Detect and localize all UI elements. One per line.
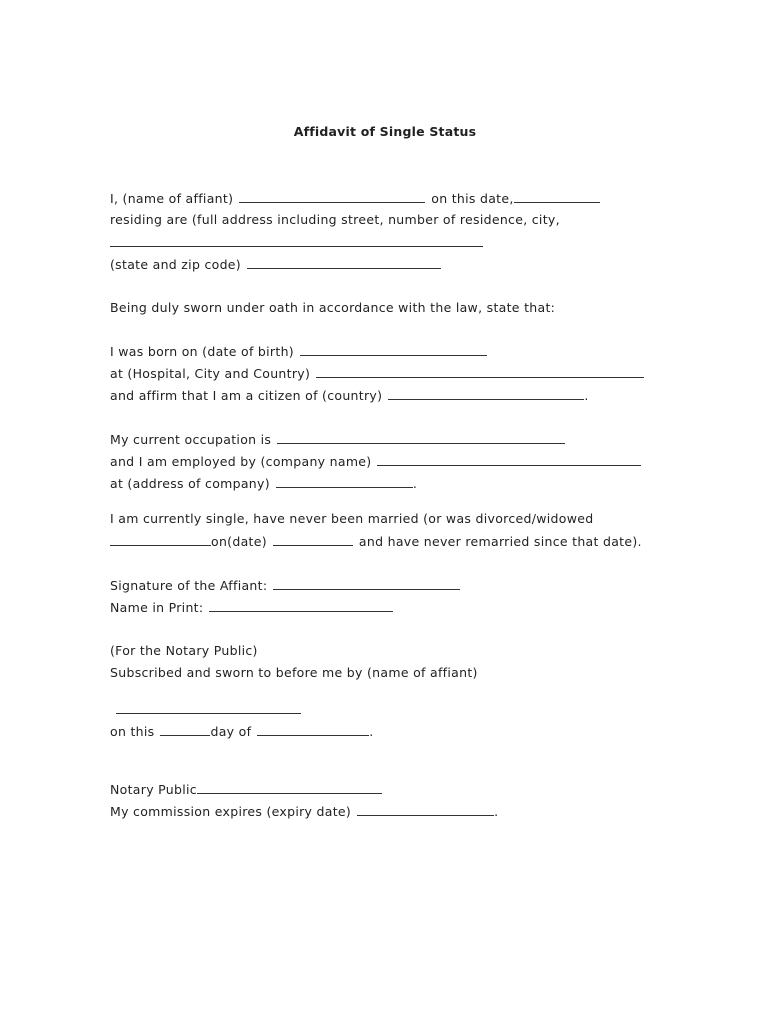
name-print-line	[110, 599, 393, 616]
signature-field[interactable]	[273, 577, 460, 590]
marital-line-2-end: and have never remarried since that date).	[358, 534, 642, 549]
dob-line	[110, 343, 487, 360]
marital-date-field[interactable]	[273, 533, 353, 546]
on-date-label: on(date)	[211, 534, 267, 549]
state-zip-line	[110, 256, 441, 273]
marital-line-2	[110, 533, 642, 550]
affiant-name-line	[110, 190, 600, 207]
company-address-field[interactable]	[276, 475, 413, 488]
signature-label: Signature of the Affiant:	[110, 578, 268, 593]
state-zip-field[interactable]	[247, 256, 441, 269]
subscribed-line: Subscribed and sworn to before me by (name of affiant)	[110, 665, 478, 680]
commission-field[interactable]	[357, 803, 494, 816]
month-year-field[interactable]	[257, 723, 369, 736]
employer-line	[110, 453, 641, 470]
birthplace-label: at (Hospital, City and Country)	[110, 366, 311, 381]
name-print-label: Name in Print:	[110, 600, 204, 615]
affiant-name-label: I, (name of affiant)	[110, 191, 234, 206]
address-blank-line	[110, 234, 483, 251]
day-of-label: day of	[210, 724, 252, 739]
day-of-period: .	[369, 724, 374, 739]
company-address-label: at (address of company)	[110, 476, 270, 491]
company-address-period: .	[412, 476, 418, 491]
oath-statement: Being duly sworn under oath in accordance with the law, state that:	[110, 300, 556, 315]
citizenship-label: and affirm that I am a citizen of (country)	[110, 388, 383, 403]
citizenship-field[interactable]	[388, 387, 584, 400]
notary-public-field[interactable]	[197, 781, 382, 794]
state-zip-label: (state and zip code)	[110, 257, 241, 272]
day-field[interactable]	[160, 723, 210, 736]
notary-affiant-name-field[interactable]	[116, 701, 301, 714]
company-address-line	[110, 475, 417, 492]
notary-affiant-name-line	[116, 701, 301, 718]
on-this-label: on this	[110, 724, 155, 739]
commission-period: .	[494, 804, 499, 819]
occupation-label: My current occupation is	[110, 432, 272, 447]
citizenship-period: .	[584, 388, 589, 403]
date-field[interactable]	[514, 190, 600, 203]
occupation-field[interactable]	[277, 431, 565, 444]
marital-status-field[interactable]	[110, 533, 211, 546]
marital-line-1: I am currently single, have never been married (or was divorced/widowed	[110, 511, 594, 526]
dob-label: I was born on (date of birth)	[110, 344, 294, 359]
citizenship-line	[110, 387, 589, 404]
address-field[interactable]	[110, 234, 483, 247]
on-this-line	[110, 723, 374, 740]
page-title: Affidavit of Single Status	[293, 124, 477, 139]
notary-public-line	[110, 781, 382, 798]
occupation-line	[110, 431, 565, 448]
employer-field[interactable]	[377, 453, 641, 466]
dob-field[interactable]	[300, 343, 487, 356]
notary-public-label: Notary Public	[110, 782, 197, 797]
notary-heading: (For the Notary Public)	[110, 643, 258, 658]
commission-label: My commission expires (expiry date)	[110, 804, 352, 819]
affiant-name-field[interactable]	[239, 190, 425, 203]
name-print-field[interactable]	[209, 599, 393, 612]
employer-label: and I am employed by (company name)	[110, 454, 372, 469]
address-label: residing are (full address including street, number of residence, city,	[110, 212, 560, 227]
signature-line	[110, 577, 460, 594]
date-label: on this date,	[431, 191, 514, 206]
birthplace-line	[110, 365, 644, 382]
commission-line	[110, 803, 498, 820]
birthplace-field[interactable]	[316, 365, 644, 378]
address-line	[110, 212, 560, 228]
